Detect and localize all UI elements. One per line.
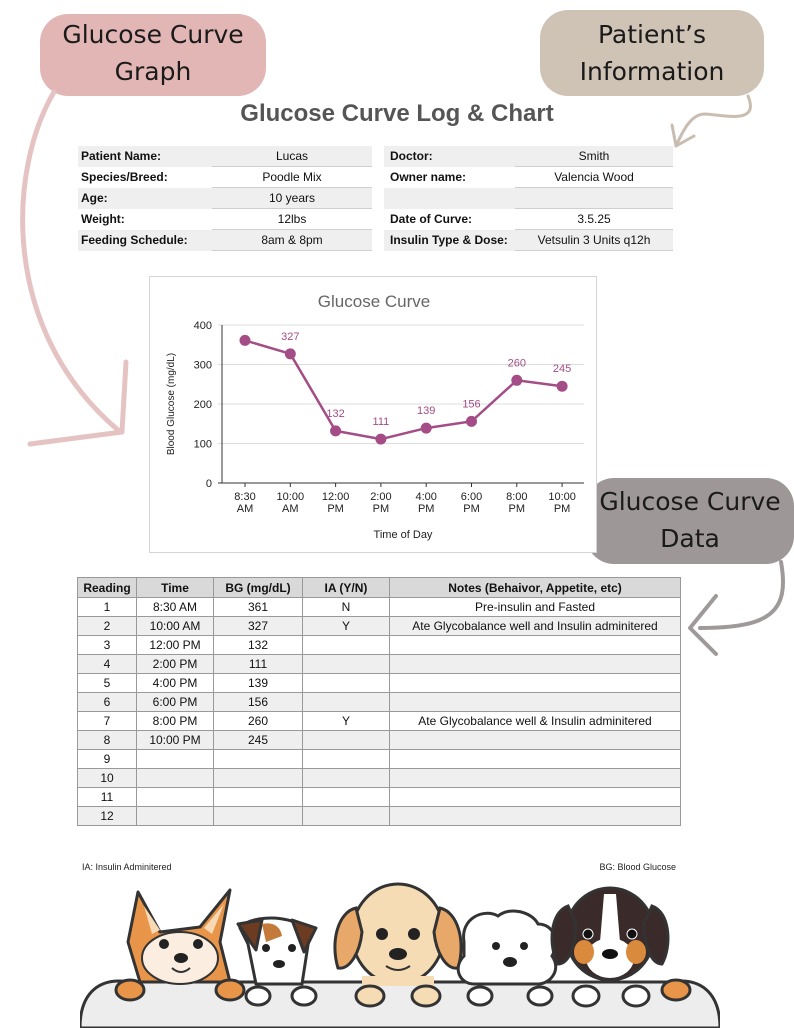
table-row [78,693,681,712]
cell-ia: Y [303,617,390,636]
cell-bg [214,807,303,826]
cell-ia [303,636,390,655]
col-header-time: Time [137,578,214,598]
data-point [375,434,386,445]
label-species: Species/Breed: [81,170,168,184]
callout-line-2: Information [579,57,725,86]
data-point [240,335,251,346]
cell-time: 2:00 PM [137,655,214,674]
patient-information-table [78,146,673,251]
cell-notes: Pre-insulin and Fasted [390,598,681,617]
cell-notes [390,750,681,769]
table-row [78,731,681,750]
data-point [466,416,477,427]
glucose-curve-chart [149,276,597,553]
cell-reading: 3 [78,636,137,655]
table-row [78,655,681,674]
label-doctor: Doctor: [384,146,515,167]
data-point [330,425,341,436]
x-tick-label: PM [553,503,571,515]
cell-ia [303,750,390,769]
shiba-dog-icon [116,890,244,1000]
label-feeding: Feeding Schedule: [78,230,212,251]
label-age: Age: [78,188,212,209]
cell-time: 12:00 PM [137,636,214,655]
cell-bg [214,769,303,788]
cell-bg [214,750,303,769]
callout-line-1: Glucose Curve [62,20,244,49]
label-weight: Weight: [81,212,125,226]
callout-patient-information [540,10,764,96]
data-label: 111 [372,416,390,429]
cell-bg: 156 [214,693,303,712]
data-label: 327 [281,330,300,343]
cell-time [137,750,214,769]
cell-bg: 361 [214,598,303,617]
cell-ia [303,807,390,826]
data-label: 156 [462,398,481,411]
table-row [78,807,681,826]
cell-bg: 132 [214,636,303,655]
cell-notes [390,788,681,807]
cell-time: 4:00 PM [137,674,214,693]
cell-reading: 7 [78,712,137,731]
cell-ia: N [303,598,390,617]
cell-bg: 260 [214,712,303,731]
x-tick-label: 8:30 [234,491,256,503]
data-point [421,423,432,434]
cell-time: 10:00 AM [137,617,214,636]
callout-glucose-curve-graph [40,14,266,96]
cell-bg: 139 [214,674,303,693]
cell-ia [303,674,390,693]
cell-reading: 12 [78,807,137,826]
table-row [78,750,681,769]
x-tick-label: 10:00 [548,491,576,503]
info-row [78,230,673,251]
x-tick-label: PM [372,503,390,515]
cell-notes [390,636,681,655]
x-tick-label: 10:00 [276,491,305,503]
value-patient-name: Lucas [212,146,372,167]
cell-notes [390,674,681,693]
x-tick-label: PM [327,503,344,515]
cell-notes [390,693,681,712]
cell-ia [303,731,390,750]
value-doctor: Smith [515,146,673,167]
info-row [78,188,673,209]
x-tick-label: 8:00 [506,491,528,503]
table-row [78,674,681,693]
callout-glucose-curve-data [586,478,794,564]
col-header-reading: Reading [78,578,137,598]
document-title: Glucose Curve Log & Chart [240,100,554,127]
y-axis-label: Blood Glucose (mg/dL) [166,352,177,456]
data-label: 245 [552,363,572,376]
x-tick-label: AM [236,503,254,515]
cell-notes [390,769,681,788]
cell-bg: 245 [214,731,303,750]
cell-notes: Ate Glycobalance well and Insulin adminitered [390,617,681,636]
value-species: Poodle Mix [212,167,372,188]
cell-bg [214,788,303,807]
callout-line-2: Data [660,524,720,553]
y-tick-label: 0 [205,478,212,490]
cell-ia [303,693,390,712]
cell-reading: 11 [78,788,137,807]
value-weight: 12lbs [212,209,372,230]
cell-ia [303,769,390,788]
label-patient-name: Patient Name: [78,146,212,167]
table-row [78,598,681,617]
x-tick-label: PM [417,503,435,515]
x-tick-label: PM [508,503,526,515]
table-row [78,617,681,636]
graph-arrowhead-icon [30,362,126,444]
x-tick-label: 6:00 [460,491,483,503]
info-arrowhead-icon [672,125,694,146]
cell-notes [390,655,681,674]
x-tick-label: 2:00 [370,491,392,503]
col-header-bg: BG (mg/dL) [214,578,303,598]
cell-time: 10:00 PM [137,731,214,750]
cell-notes [390,731,681,750]
dogs-illustration-icon [80,872,720,1028]
cell-reading: 5 [78,674,137,693]
cell-ia [303,655,390,674]
col-header-notes: Notes (Behaivor, Appetite, etc) [390,578,681,598]
y-tick-label: 200 [193,399,212,411]
y-tick-label: 300 [193,359,212,372]
value-owner: Valencia Wood [515,167,673,188]
table-row [78,712,681,731]
cell-reading: 1 [78,598,137,617]
data-label: 139 [417,405,436,418]
x-tick-label: AM [282,503,299,515]
cell-reading: 2 [78,617,137,636]
cell-reading: 10 [78,769,137,788]
data-arrow-icon [700,562,783,628]
x-axis-label: Time of Day [373,529,433,541]
cell-ia [303,788,390,807]
cell-time: 6:00 PM [137,693,214,712]
cell-reading: 9 [78,750,137,769]
data-label: 132 [326,407,345,420]
cell-bg: 111 [214,655,303,674]
label-date: Date of Curve: [390,212,473,226]
cell-reading: 4 [78,655,137,674]
cell-time [137,807,214,826]
data-label: 260 [507,357,526,370]
cell-reading: 6 [78,693,137,712]
table-row [78,788,681,807]
value-insulin: Vetsulin 3 Units q12h [515,230,673,251]
callout-line-2: Graph [114,57,192,86]
graph-arrow-icon [23,92,118,430]
info-row [78,146,673,167]
cell-reading: 8 [78,731,137,750]
cell-notes [390,807,681,826]
info-row [78,209,673,230]
callout-line-1: Patient’s [597,20,707,49]
chart-svg [150,277,598,554]
label-owner: Owner name: [390,170,467,184]
data-point [511,375,522,386]
cell-bg: 327 [214,617,303,636]
table-row [78,636,681,655]
value-feeding: 8am & 8pm [212,230,372,251]
y-tick-label: 400 [193,320,212,332]
callout-line-1: Glucose Curve [599,487,781,516]
data-point [557,381,568,392]
footnote-ia: IA: Insulin Adminitered [82,862,172,872]
value-date: 3.5.25 [515,209,673,230]
cell-time [137,769,214,788]
x-tick-label: PM [463,503,480,515]
x-tick-label: 12:00 [321,491,350,503]
table-header-row [78,578,681,598]
footnote-bg: BG: Blood Glucose [599,862,676,872]
y-tick-label: 100 [193,438,212,451]
info-row [78,167,673,188]
x-tick-label: 4:00 [415,491,437,503]
data-arrowhead-icon [690,596,716,654]
value-age: 10 years [212,188,372,209]
cell-time [137,788,214,807]
cell-time: 8:30 AM [137,598,214,617]
col-header-ia: IA (Y/N) [303,578,390,598]
cell-notes: Ate Glycobalance well & Insulin adminitered [390,712,681,731]
table-row [78,769,681,788]
chart-title: Glucose Curve [317,292,431,311]
label-insulin: Insulin Type & Dose: [384,230,515,251]
data-point [285,348,296,359]
cell-ia: Y [303,712,390,731]
glucose-log-table [77,577,681,826]
cell-time: 8:00 PM [137,712,214,731]
